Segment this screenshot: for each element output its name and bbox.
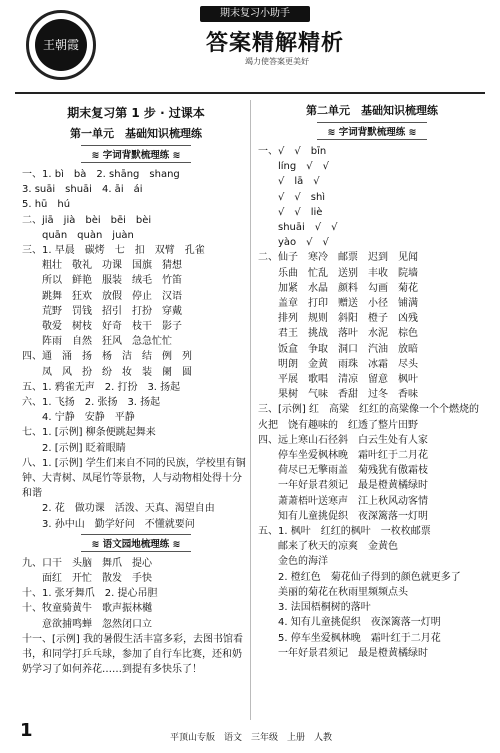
answer-line: 五、1. 鸦雀无声 2. 打扮 3. 扬起 [22,381,181,393]
answer-line: 十一、[示例] 我的暑假生活丰富多彩，去图书馆看书，和同学打乒乓球，参加了自行车比赛，还和奶奶学习了如何养花……到提有多快乐了！ [22,633,243,676]
answer-line: √ √ shì [258,191,326,203]
answer-line: 停车坐爱枫林晚 霜叶红于二月花 [258,450,428,462]
answer-line: 三、[示例] 红 高粱 红红的高粱像一个个燃烧的火把 饶有趣味的 红透了整片田野 [258,404,479,431]
answer-line: 三、1. 早晨 碳烤 七 扣 双臂 孔雀 [22,245,205,257]
left-column [22,102,250,678]
answer-line: 知有儿童挑促织 夜深篱落一灯明 [258,510,428,522]
answer-line: 5. hū hú [22,199,71,211]
logo-text: 王朝霞 [35,19,87,71]
answer-line: 萧萧梧叶送寒声 江上秋风动客情 [258,495,428,507]
answer-line: 跳舞 狂欢 放假 停止 汉语 [22,290,182,302]
answer-line: 美丽的菊花在秋雨里频频点头 [258,586,408,598]
answer-line: 一、√ √ bīn [258,146,327,157]
answer-line: 四、远上寒山石径斜 白云生处有人家 [258,434,428,446]
answer-line: 凤 风 扮 纷 妆 装 阑 圆 [22,366,192,378]
answer-line: shuāi √ √ [258,222,338,234]
unit1-heading: 第一单元 基础知识梳理练 [70,127,202,140]
left-title: 期末复习第 1 步 · 过课本 [67,106,205,120]
answer-line: 4. 宁静 安静 平静 [22,412,135,424]
answer-line: líng √ √ [258,161,329,173]
answer-line: 二、仙子 寒冷 邮票 迟到 见闻 [258,252,418,264]
answer-line: 所以 鲜艳 服装 绒毛 竹笛 [22,275,182,287]
answer-line: 加紧 水晶 颜料 勾画 菊花 [258,282,418,294]
right-answer-lines [258,144,486,661]
answer-line: 意欲捕鸣蝉 忽然闭口立 [22,618,152,630]
header-banner: 期末复习小助手 [200,6,310,22]
page-number: 1 [20,720,33,741]
answer-line: 八、1. [示例] 学生们来自不同的民族，学校里有铜钟、大青树、凤尾竹等景物，人与动物相处得十分和谐 [22,457,246,500]
left-answer-lines-2 [22,556,250,678]
answer-line: 5. 停车坐爱枫林晚 霜叶红于二月花 [258,632,441,644]
section-garden: ≋ 语文园地梳理练 ≋ [22,534,250,552]
answer-line: 荒野 罚钱 招引 打扮 穿戴 [22,305,182,317]
right-column [258,102,486,661]
answer-line: 六、1. 飞扬 2. 张扬 3. 扬起 [22,397,161,409]
answer-line: 荷尽已无擎雨盖 菊残犹有傲霜枝 [258,465,428,477]
answer-line: 饭盒 争取 洞口 汽油 放暗 [258,343,418,355]
answer-line: 一年好景君须记 最是橙黄橘绿时 [258,647,428,659]
answer-line: 七、1. [示例] 柳条便跳起舞来 [22,427,156,439]
answer-line: 十、1. 张牙舞爪 2. 提心吊胆 [22,588,158,600]
answer-line: 明朗 金黄 雨珠 冰霜 尽头 [258,358,418,370]
answer-line: 4. 知有儿童挑促织 夜深篱落一灯明 [258,617,441,629]
answer-line: 阵雨 自然 狂风 急急忙忙 [22,336,172,348]
answer-line: 九、口干 头脑 舞爪 提心 [22,557,152,569]
answer-line: 一年好景君须记 最是橙黄橘绿时 [258,480,428,492]
answer-line: 四、通 涌 扬 杨 洁 结 例 列 [22,351,192,363]
answer-line: 2. 橙红色 菊花仙子得到的颜色就更多了 [258,571,461,583]
answer-line: 排列 规则 斜阳 橙子 凶残 [258,313,418,325]
footer-info: 平顶山专版 语文 三年级 上册 人教 [170,733,333,743]
answer-line: 果树 气味 香甜 过冬 香味 [258,389,418,401]
page-title: 答案精解精析 [205,31,344,56]
left-answer-lines [22,167,250,532]
answer-line: 3. 法国梧桐树的落叶 [258,602,371,614]
answer-line: 3. 孙中山 勤学好问 不懂就要问 [22,518,195,530]
unit2-heading: 第二单元 基础知识梳理练 [306,104,438,117]
answer-line: 盖章 打印 赠送 小径 铺满 [258,298,418,310]
answer-line: 乐曲 忙乱 送别 丰收 院墙 [258,267,418,279]
section-vocab-2: ≋ 字词背默梳理练 ≋ [258,122,486,140]
column-divider [250,100,251,720]
answer-line: √ lā √ [258,176,320,188]
answer-line: yào √ √ [258,237,329,249]
publisher-logo [26,10,96,80]
answer-line: √ √ liè [258,206,323,218]
answer-line: 3. suāi shuāi 4. āi ái [22,184,143,196]
answer-line: 邮来了秋天的凉爽 金黄色 [258,541,398,553]
answer-line: 平展 歌唱 清凉 留意 枫叶 [258,374,418,386]
answer-line: 敬爱 树枝 好奇 枝干 影子 [22,321,182,333]
header-rule [15,92,485,94]
answer-line: 粗壮 敬礼 功课 国旗 猜想 [22,260,182,272]
answer-line: 2. 花 做功课 活泼、天真、渴望自由 [22,503,215,515]
answer-line: 二、jiā jià bèi bēi bèi [22,214,152,226]
slogan: 竭力使答案更美好 [245,57,309,66]
answer-line: 一、1. bì bà 2. shāng shang [22,169,180,180]
answer-line: 2. [示例] 眨着眼睛 [22,442,126,454]
answer-line: quān quàn juàn [22,229,134,241]
answer-line: 五、1. 枫叶 红红的枫叶 一枚枚邮票 [258,526,431,538]
answer-line: 十、牧童骑黄牛 歌声振林樾 [22,603,152,615]
section-vocab-1: ≋ 字词背默梳理练 ≋ [22,145,250,163]
answer-line: 面红 开忙 散发 手快 [22,573,152,585]
answer-line: 君王 挑战 落叶 水泥 棕色 [258,328,418,340]
answer-line: 金色的海洋 [258,556,328,568]
